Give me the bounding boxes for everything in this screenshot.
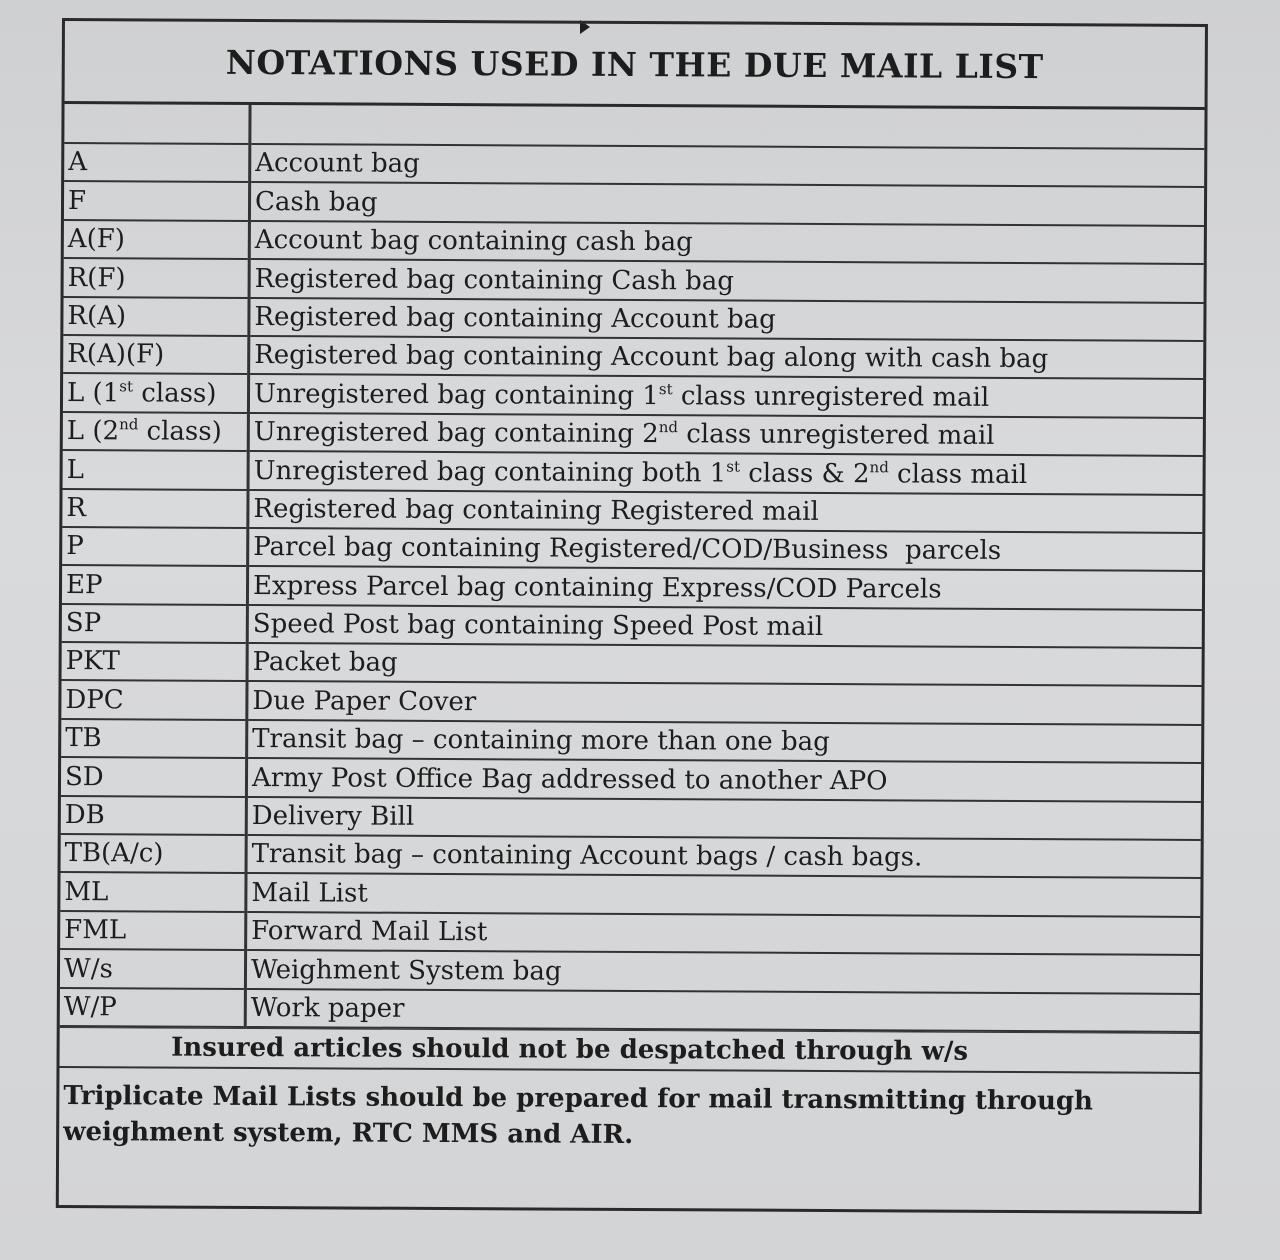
notation-code: SD (61, 757, 247, 796)
description-text: class & 2 (739, 458, 870, 489)
notation-code: P (62, 527, 248, 566)
notation-code: ML (60, 872, 246, 911)
table-row (64, 258, 1204, 302)
notation-code: R(A)(F) (63, 335, 249, 374)
table-row (60, 911, 1200, 955)
table-row (63, 335, 1203, 379)
notation-description: Forward Mail List (246, 912, 1201, 955)
notation-code: TB (61, 719, 247, 758)
notation-description: Cash bag (249, 182, 1204, 225)
table-row (63, 412, 1203, 456)
notation-code: A(F) (64, 220, 250, 259)
ordinal-suffix: nd (658, 418, 679, 437)
table-row (63, 297, 1203, 341)
notation-description (248, 413, 1203, 456)
blank-header-row (64, 104, 1204, 149)
notation-description: Mail List (246, 873, 1201, 916)
ordinal-suffix: nd (119, 415, 139, 434)
table-row (60, 988, 1200, 1032)
description-text: class unregistered mail (677, 419, 995, 452)
notation-description: Registered bag containing Account bag (249, 298, 1204, 341)
table-row (60, 872, 1200, 916)
notation-description: Express Parcel bag containing Express/COD Parcels (247, 566, 1202, 609)
notation-description: Work paper (245, 989, 1200, 1032)
notation-code: F (64, 181, 250, 220)
table-row (62, 604, 1202, 648)
table-row (62, 527, 1202, 571)
notation-code: PKT (62, 642, 248, 681)
notation-description: Registered bag containing Cash bag (249, 259, 1204, 302)
notation-description: Transit bag – containing more than one bag (247, 720, 1202, 763)
notation-description: Weighment System bag (245, 950, 1200, 993)
notation-code: EP (62, 565, 248, 604)
table-row (64, 143, 1204, 187)
table-row (62, 565, 1202, 609)
notations-table-frame (56, 18, 1208, 1214)
description-text: Unregistered bag containing 1 (253, 378, 659, 411)
notation-code: W/s (60, 949, 246, 988)
notation-code: SP (62, 604, 248, 643)
table-title: NOTATIONS USED IN THE DUE MAIL LIST (65, 21, 1205, 110)
notation-description: Transit bag – containing Account bags / cash bags. (246, 835, 1201, 878)
notation-description: Parcel bag containing Registered/COD/Business parcels (248, 528, 1203, 571)
triplicate-mail-lists-note: Triplicate Mail Lists should be prepared for mail transmitting through weighment system, RTC MMS and AIR. (63, 1081, 1094, 1150)
notation-description: Due Paper Cover (247, 681, 1202, 724)
notation-code: W/P (60, 988, 246, 1027)
notation-code (63, 373, 249, 412)
table-row (61, 796, 1201, 840)
notation-description: Account bag containing cash bag (249, 221, 1204, 264)
notation-code: L (63, 450, 249, 489)
notation-description: Account bag (250, 144, 1205, 187)
code-text: class) (132, 378, 217, 409)
table-row (62, 642, 1202, 686)
notation-description: Army Post Office Bag addressed to another APO (246, 758, 1201, 801)
notation-code: A (64, 143, 250, 182)
table-row (61, 757, 1201, 801)
table-row (61, 834, 1201, 878)
notation-description (248, 451, 1203, 494)
notation-description: Registered bag containing Registered mail (248, 489, 1203, 532)
notations-table (60, 104, 1205, 1033)
description-text: class unregistered mail (672, 380, 990, 413)
ordinal-suffix: st (726, 457, 741, 476)
table-row (63, 450, 1203, 494)
notation-description (248, 374, 1203, 417)
table-row (62, 489, 1202, 533)
notation-code: DB (61, 796, 247, 835)
code-text: L (2 (66, 416, 120, 447)
notation-code: DPC (61, 680, 247, 719)
table-row (64, 181, 1204, 225)
notation-code (63, 412, 249, 451)
ordinal-suffix: nd (869, 457, 889, 476)
notation-code: FML (60, 911, 246, 950)
description-text: class mail (888, 458, 1028, 490)
notation-code: TB(A/c) (61, 834, 247, 873)
insured-articles-note: Insured articles should not be despatched through w/s (60, 1027, 1200, 1074)
notation-description: Registered bag containing Account bag along with cash bag (249, 336, 1204, 379)
notation-code: R(F) (64, 258, 250, 297)
table-row (60, 949, 1200, 993)
ordinal-suffix: st (119, 377, 134, 396)
table-row (61, 680, 1201, 724)
code-text: class) (138, 416, 222, 447)
notation-description: Delivery Bill (246, 797, 1201, 840)
description-text: Unregistered bag containing 2 (253, 417, 659, 450)
ordinal-suffix: st (658, 379, 673, 398)
notation-code: R(A) (63, 297, 249, 336)
table-row (61, 719, 1201, 763)
notation-description: Packet bag (247, 643, 1202, 686)
description-text: Unregistered bag containing both 1 (253, 455, 727, 488)
notation-description: Speed Post bag containing Speed Post mail (247, 605, 1202, 648)
table-row (63, 373, 1203, 417)
notation-code: R (62, 489, 248, 528)
code-text: L (1 (66, 377, 120, 409)
table-row (64, 220, 1204, 264)
